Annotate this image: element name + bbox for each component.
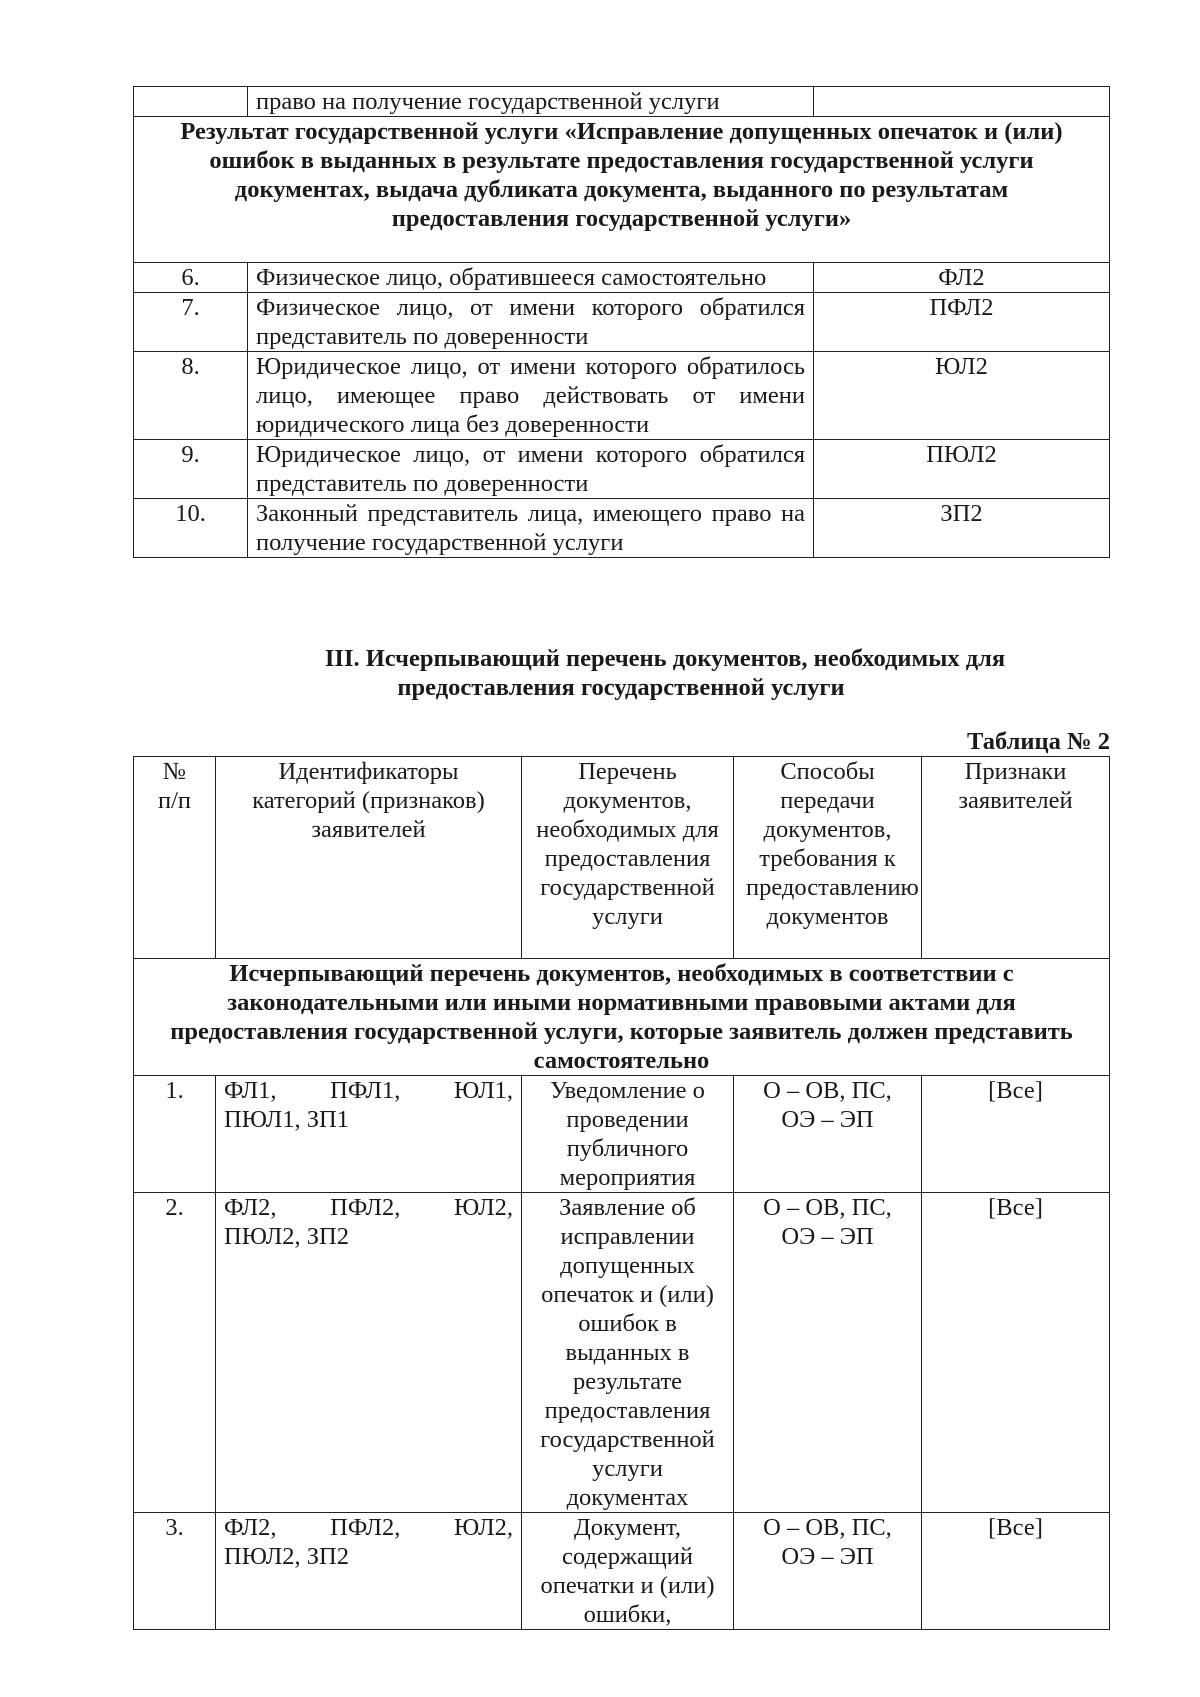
identifier: ЮЛ1, [454, 1077, 513, 1104]
column-header-identifiers: Идентификаторы категорий (признаков) заявителей [216, 757, 522, 959]
identifier: ПФЛ2, [330, 1514, 401, 1541]
table-cell: право на получение государственной услуги [248, 87, 814, 117]
table-row [134, 1076, 1110, 1193]
table-cell [134, 87, 248, 117]
category-description: Физическое лицо, обратившееся самостоятельно [248, 263, 814, 293]
table-row [134, 263, 1110, 293]
identifier: ЮЛ2, [454, 1514, 513, 1541]
identifiers-line: ПЮЛ1, ЗП1 [224, 1106, 349, 1133]
category-code: ФЛ2 [814, 263, 1110, 293]
identifier: ФЛ2, [224, 1194, 277, 1221]
documents-table [133, 756, 1110, 1630]
identifiers-line [224, 1513, 513, 1542]
column-header-documents: Перечень документов, необходимых для предоставления государственной услуги [522, 757, 734, 959]
identifiers-line [224, 1193, 513, 1222]
applicant-identifiers [216, 1513, 522, 1630]
applicant-identifiers [216, 1193, 522, 1513]
table-row [134, 1513, 1110, 1630]
document-name: Заявление об исправлении допущенных опечаток и (или) ошибок в выданных в результате предоставления государственной услуги документах [522, 1193, 734, 1513]
table-row [134, 499, 1110, 558]
table-row [134, 440, 1110, 499]
section-title-line: III. Исчерпывающий перечень документов, необходимых для [324, 645, 1006, 672]
column-header-signs: Признаки заявителей [922, 757, 1110, 959]
row-number: 7. [134, 293, 248, 352]
category-description: Юридическое лицо, от имени которого обратился представитель по доверенности [248, 440, 814, 499]
applicant-identifiers [216, 1076, 522, 1193]
row-number: 8. [134, 352, 248, 440]
identifier: ЮЛ2, [454, 1194, 513, 1221]
table-row [134, 87, 1110, 117]
table-caption: Таблица № 2 [967, 728, 1110, 755]
identifier: ПФЛ1, [330, 1077, 401, 1104]
applicant-signs: [Все] [922, 1076, 1110, 1193]
header-line: п/п [157, 787, 192, 814]
column-header-methods: Способы передачи документов, требования к предоставлению документов [734, 757, 922, 959]
table-row [134, 1193, 1110, 1513]
row-number: 6. [134, 263, 248, 293]
identifier: ФЛ1, [224, 1077, 277, 1104]
category-code: ЮЛ2 [814, 352, 1110, 440]
table-header-row [134, 757, 1110, 959]
identifier: ФЛ2, [224, 1514, 277, 1541]
category-code: ПФЛ2 [814, 293, 1110, 352]
identifiers-line: ПЮЛ2, ЗП2 [224, 1543, 349, 1570]
documents-section-header: Исчерпывающий перечень документов, необходимых в соответствии с законодательными или иными нормативными правовыми актами для предоставления государственной услуги, которые заявитель должен представить самостоятельно [134, 959, 1110, 1076]
section-title [133, 644, 1109, 702]
category-description: Физическое лицо, от имени которого обратился представитель по доверенности [248, 293, 814, 352]
table-row [134, 352, 1110, 440]
row-number: 3. [134, 1513, 216, 1630]
submission-method: О – ОВ, ПС, ОЭ – ЭП [734, 1193, 922, 1513]
applicant-signs: [Все] [922, 1513, 1110, 1630]
table-cell [814, 87, 1110, 117]
category-description: Законный представитель лица, имеющего право на получение государственной услуги [248, 499, 814, 558]
category-code: ПЮЛ2 [814, 440, 1110, 499]
category-code: ЗП2 [814, 499, 1110, 558]
section-header-row [134, 117, 1110, 263]
row-number: 2. [134, 1193, 216, 1513]
identifiers-line: ПЮЛ2, ЗП2 [224, 1223, 349, 1250]
row-number: 9. [134, 440, 248, 499]
row-number: 1. [134, 1076, 216, 1193]
document-name: Уведомление о проведении публичного мероприятия [522, 1076, 734, 1193]
table-row [134, 293, 1110, 352]
submission-method: О – ОВ, ПС, ОЭ – ЭП [734, 1076, 922, 1193]
applicant-signs: [Все] [922, 1193, 1110, 1513]
section-header-row [134, 959, 1110, 1076]
row-number: 10. [134, 499, 248, 558]
category-description: Юридическое лицо, от имени которого обратилось лицо, имеющее право действовать от имени юридического лица без доверенности [248, 352, 814, 440]
identifiers-line [224, 1076, 513, 1105]
result-section-header: Результат государственной услуги «Исправление допущенных опечаток и (или) ошибок в выданных в результате предоставления государственной услуги документах, выдача дубликата документа, выданного по результатам предоставления государственной услуги» [134, 117, 1110, 263]
document-name: Документ, содержащий опечатки и (или) ошибки, [522, 1513, 734, 1630]
header-line: № [162, 758, 187, 785]
column-header-number [134, 757, 216, 959]
section-title-line: предоставления государственной услуги [397, 674, 845, 701]
applicant-categories-table [133, 86, 1110, 558]
submission-method: О – ОВ, ПС, ОЭ – ЭП [734, 1513, 922, 1630]
identifier: ПФЛ2, [330, 1194, 401, 1221]
